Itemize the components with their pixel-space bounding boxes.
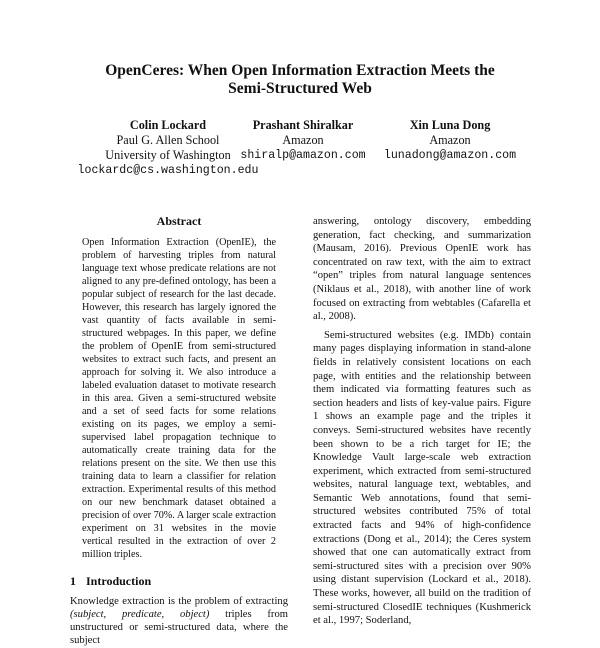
intro-text-italic: (subject, predicate, object) xyxy=(70,608,210,620)
abstract-text: Open Information Extraction (OpenIE), the problem of harvesting triples from natural language text whose predicate relations are not aligned to any pre-defined ontology, has been a popular subject of research for the last decade. However, this research has largely ignored the vast quantity of facts available in semi-structured webpages. In this paper, we define the problem of OpenIE from semi-structured websites to extract such facts, and present an approach for solving it. We also introduce a labeled evaluation dataset to motivate research in this area. Given a semi-structured website and a set of seed facts for some relations existing on its pages, we employ a semi-supervised label propagation technique to automatically create training data for the relations present on the site. We then use this training data to learn a classifier for relation extraction. Experimental results of this method on our new benchmark dataset obtained a precision of over 70%. A larger scale extraction experiment on 31 websites in the movie vertical resulted in the extraction of over 2 million triples. xyxy=(82,237,276,561)
author-email: shiralp@amazon.com xyxy=(240,149,366,162)
section-number: 1 xyxy=(70,574,76,589)
body-paragraph-1: answering, ontology discovery, embedding generation, fact checking, and summarization (Mausam, 2016). Previous OpenIE work has concentrated on raw text, with the aim to extract “open” triples from natural language sentences (Niklaus et al., 2018), with another line of work focused on extracting from webtables (Cafarella et al., 2008). xyxy=(313,216,531,323)
author-affiliation: Amazon xyxy=(429,133,471,147)
intro-text-start: Knowledge extraction is the problem of extracting xyxy=(70,595,288,607)
author-affiliation: University of Washington xyxy=(105,148,231,162)
author-affiliation: Amazon xyxy=(282,133,324,147)
author-email: lunadong@amazon.com xyxy=(383,149,517,162)
author-block-3 xyxy=(370,118,530,163)
paper-title xyxy=(0,62,600,98)
left-column xyxy=(70,215,288,648)
author-name: Prashant Shiralkar xyxy=(252,118,354,132)
intro-paragraph xyxy=(70,595,288,648)
abstract-heading: Abstract xyxy=(156,214,202,228)
paper-title-line-1: OpenCeres: When Open Information Extraction Meets the xyxy=(105,62,495,79)
author-name: Colin Lockard xyxy=(129,118,207,132)
section-heading xyxy=(70,575,288,588)
paper-title-line-2: Semi-Structured Web xyxy=(228,80,372,97)
author-block-2 xyxy=(228,118,378,163)
author-name: Xin Luna Dong xyxy=(409,118,491,132)
right-column xyxy=(313,215,531,628)
intro-text-end: triples from unstructured or semi-structured data, where the subject xyxy=(70,608,288,647)
section-title: Introduction xyxy=(86,574,152,589)
body-paragraph-2: Semi-structured websites (e.g. IMDb) contain many pages displaying information in stand-alone fields in relatively consistent locations on each page, with entities and the relationship between them indicated via formatting features such as section headers and lists of key-value pairs. Figure 1 shows an example page and the triples it conveys. Semi-structured websites have recently been shown to be a rich target for IE; the Knowledge Vault large-scale web extraction experiment, which extracted from semi-structured websites, natural language text, webtables, and Semantic Web annotations, found that semi-structured websites contributed 75% of total extracted facts and 94% of high-confidence extractions (Dong et al., 2014); the Ceres system showed that one can automatically extract from semi-structured sites with a precision over 90% using distant supervision (Lockard et al., 2018). These works, however, all build on the tradition of semi-structured ClosedIE techniques (Kushmerick et al., 1997; Soderland, xyxy=(313,329,531,627)
author-email: lockardc@cs.washington.edu xyxy=(77,164,259,177)
author-affiliation: Paul G. Allen School xyxy=(116,133,220,147)
